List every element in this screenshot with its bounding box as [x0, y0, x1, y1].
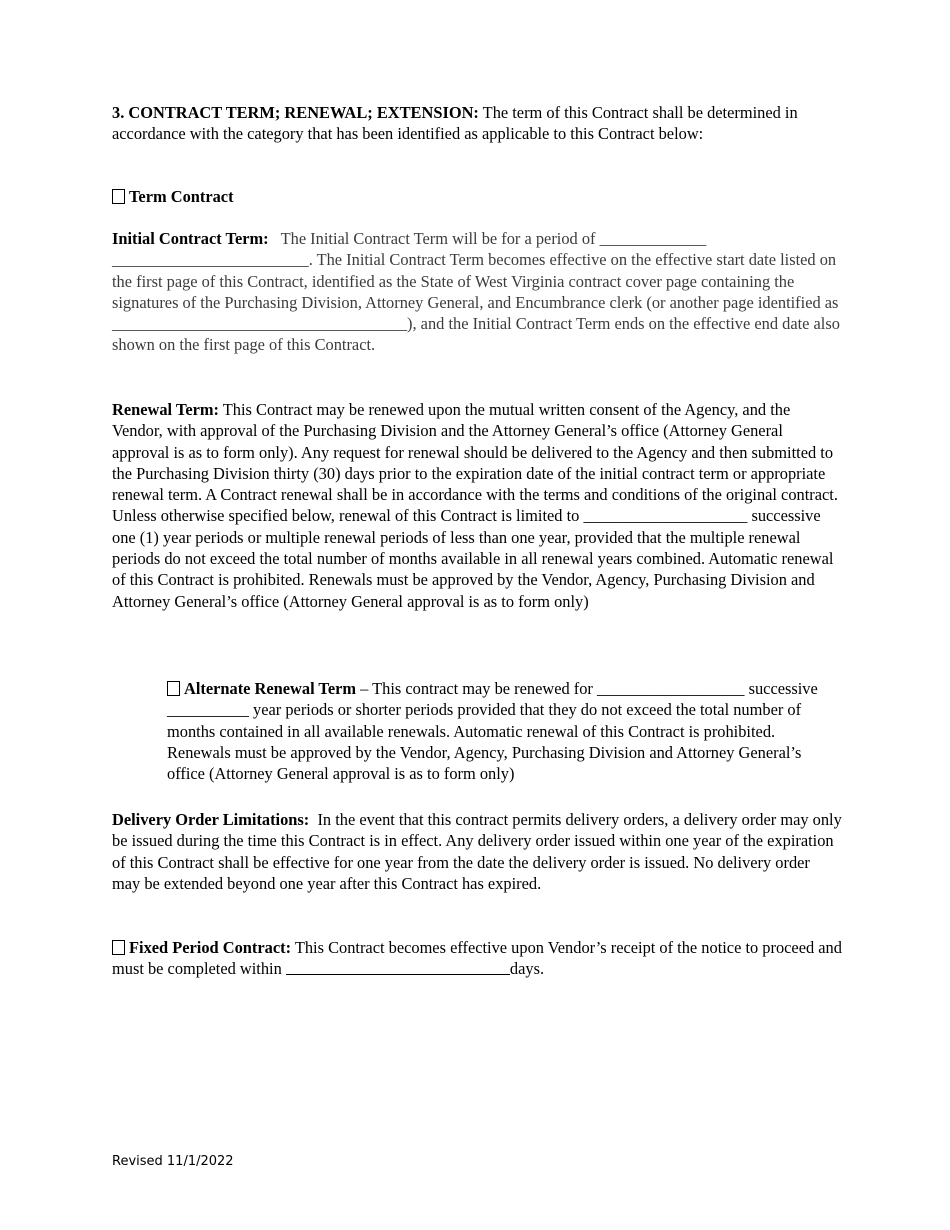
section-3-heading: 3. CONTRACT TERM; RENEWAL; EXTENSION:: [112, 103, 479, 122]
alternate-renewal-text-1: – This contract may be renewed for: [356, 679, 597, 698]
term-contract-label: Term Contract: [129, 187, 234, 206]
alternate-renewal-text-3: year periods or shorter periods provided that they do not exceed the total number of months contained in all available renewals. Automatic renewal of this Contract is prohibited. Renewals must be approved by the Vendor, Agency, Purchasing Division and Attorney General’s office (Attorney General approval is as to form only): [167, 700, 802, 784]
alternate-renewal-text-2: successive: [744, 679, 818, 698]
renewal-term-count-blank[interactable]: ____________________: [583, 506, 748, 526]
fixed-period-days-blank[interactable]: [286, 959, 510, 975]
initial-term-heading: Initial Contract Term:: [112, 229, 269, 248]
section-3-intro: The term of this Contract shall be determined in accordance with the category that has been identified as applicable to this Contract below:: [112, 103, 798, 144]
alternate-renewal-paragraph: [167, 678, 842, 784]
alternate-renewal-label: Alternate Renewal Term: [184, 679, 357, 698]
alternate-renewal-years-blank[interactable]: __________: [167, 700, 249, 720]
fixed-period-checkbox[interactable]: [112, 940, 125, 955]
renewal-term-text-1: This Contract may be renewed upon the mutual written consent of the Agency, and the Vendor, with approval of the Purchasing Division and the Attorney General’s office (Attorney General approval is as to form only). Any request for renewal should be delivered to the Agency and then submitted to the Purchasing Division thirty (30) days prior to the expiration date of the initial contract term or appropriate renewal term. A Contract renewal shall be in accordance with the terms and conditions of the original contract. Unless otherwise specified below, renewal of this Contract is limited to: [112, 400, 838, 526]
delivery-order-paragraph: [112, 809, 846, 894]
initial-term-text-2: . The Initial Contract Term becomes effective on the effective start date listed on the first page of this Contract, identified as the State of West Virginia contract cover page containing the signatures of the Purchasing Division, Attorney General, and Encumbrance clerk (or another page identified as: [112, 250, 839, 312]
revised-date-footer: Revised 11/1/2022: [112, 1154, 234, 1169]
term-contract-option: [112, 186, 842, 207]
renewal-term-paragraph: [112, 399, 842, 612]
term-contract-checkbox[interactable]: [112, 189, 125, 204]
alternate-renewal-checkbox[interactable]: [167, 681, 180, 696]
initial-term-period-blank[interactable]: _____________ ________________________: [112, 229, 707, 270]
initial-term-paragraph: [112, 228, 842, 356]
fixed-period-text-1: This Contract becomes effective upon Vendor’s receipt of the notice to proceed and must be completed within: [112, 938, 842, 979]
fixed-period-paragraph: [112, 937, 842, 980]
initial-term-text-3: ), and the Initial Contract Term ends on the effective end date also shown on the first page of this Contract.: [112, 314, 840, 355]
fixed-period-label: Fixed Period Contract:: [129, 938, 292, 957]
alternate-renewal-count-blank[interactable]: __________________: [596, 679, 745, 698]
section-3-paragraph: [112, 102, 842, 145]
fixed-period-text-2: days.: [509, 959, 545, 979]
initial-term-text-1: The Initial Contract Term will be for a period of: [268, 229, 600, 248]
delivery-order-heading: Delivery Order Limitations:: [112, 810, 310, 829]
delivery-order-text: In the event that this contract permits delivery orders, a delivery order may only be issued during the time this Contract is in effect. Any delivery order issued within one year of the expiration of this Contract shall be effective for one year from the date the delivery order is issued. No delivery order may be extended beyond one year after this Contract has expired.: [112, 810, 846, 893]
renewal-term-text-2: successive one (1) year periods or multiple renewal periods of less than one year, provided that the multiple renewal periods do not exceed the total number of months available in all renewal years combined. Automatic renewal of this Contract is prohibited. Renewals must be approved by the Vendor, Agency, Purchasing Division and Attorney General’s office (Attorney General approval is as to form only): [112, 506, 834, 611]
initial-term-page-blank[interactable]: ____________________________________: [112, 314, 408, 334]
renewal-term-heading: Renewal Term:: [112, 400, 219, 419]
